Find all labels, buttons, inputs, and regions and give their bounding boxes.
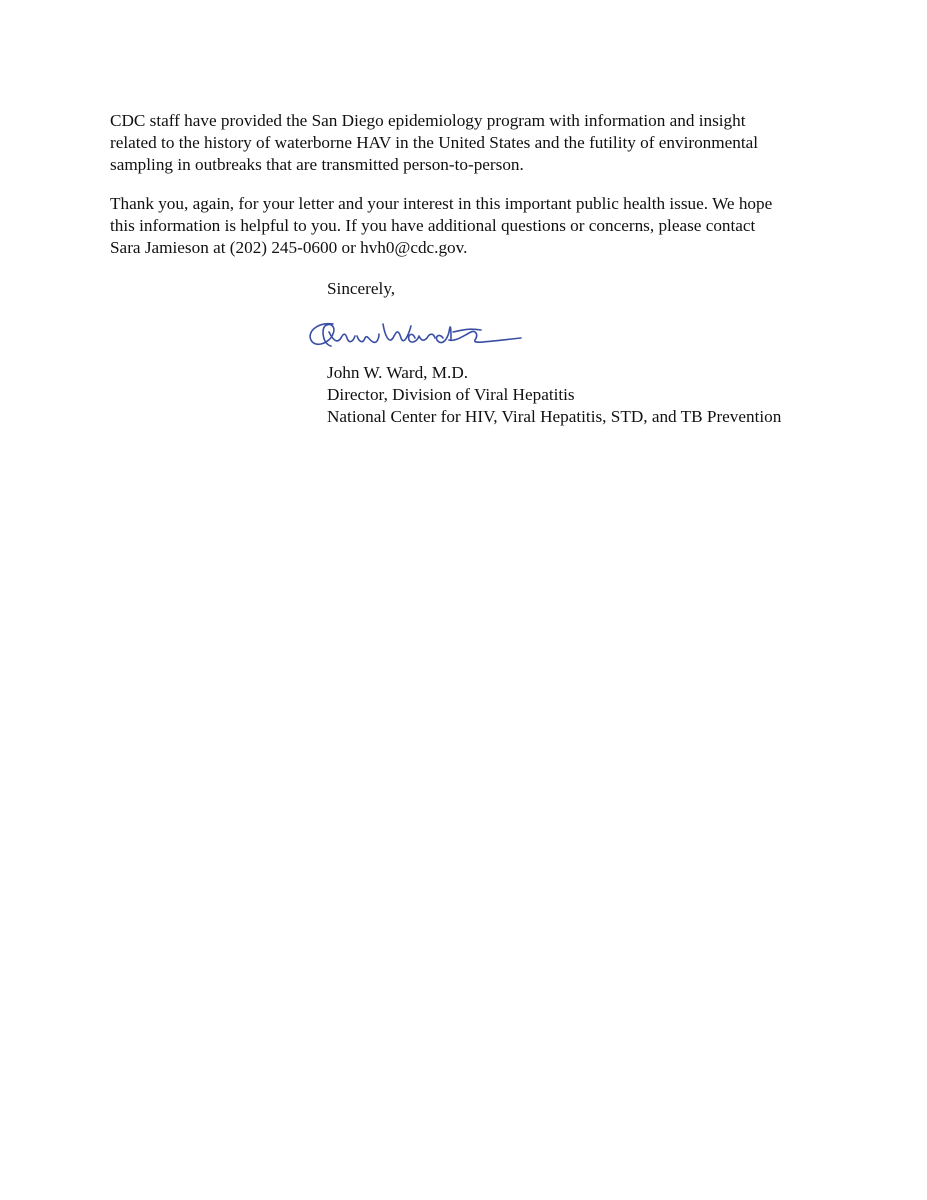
- paragraph-line: Sara Jamieson at (202) 245-0600 or hvh0@cdc.gov.: [110, 238, 468, 257]
- signature-stroke: [449, 331, 521, 342]
- signature-stroke: [453, 329, 481, 332]
- signature-stroke: [383, 324, 411, 341]
- closing-salutation: Sincerely,: [327, 279, 396, 298]
- signer-name: John W. Ward, M.D.: [327, 363, 469, 382]
- signer-block: [327, 362, 887, 428]
- paragraph-line: this information is helpful to you. If you have additional questions or concerns, please contact: [110, 216, 756, 235]
- signature-strokes: [310, 324, 521, 346]
- body-paragraph-1: [110, 110, 830, 176]
- body-paragraph-2: [110, 193, 830, 259]
- signer-organization: National Center for HIV, Viral Hepatitis, STD, and TB Prevention: [327, 407, 782, 426]
- paragraph-line: Thank you, again, for your letter and your interest in this important public health issue. We hope: [110, 194, 773, 213]
- signer-title: Director, Division of Viral Hepatitis: [327, 385, 575, 404]
- paragraph-line: CDC staff have provided the San Diego epidemiology program with information and insight: [110, 111, 746, 130]
- signature-stroke: [409, 334, 435, 342]
- signature-stroke: [357, 334, 379, 342]
- paragraph-line: related to the history of waterborne HAV in the United States and the futility of environmental: [110, 133, 759, 152]
- paragraph-line: sampling in outbreaks that are transmitted person-to-person.: [110, 155, 524, 174]
- handwritten-signature: [303, 310, 523, 360]
